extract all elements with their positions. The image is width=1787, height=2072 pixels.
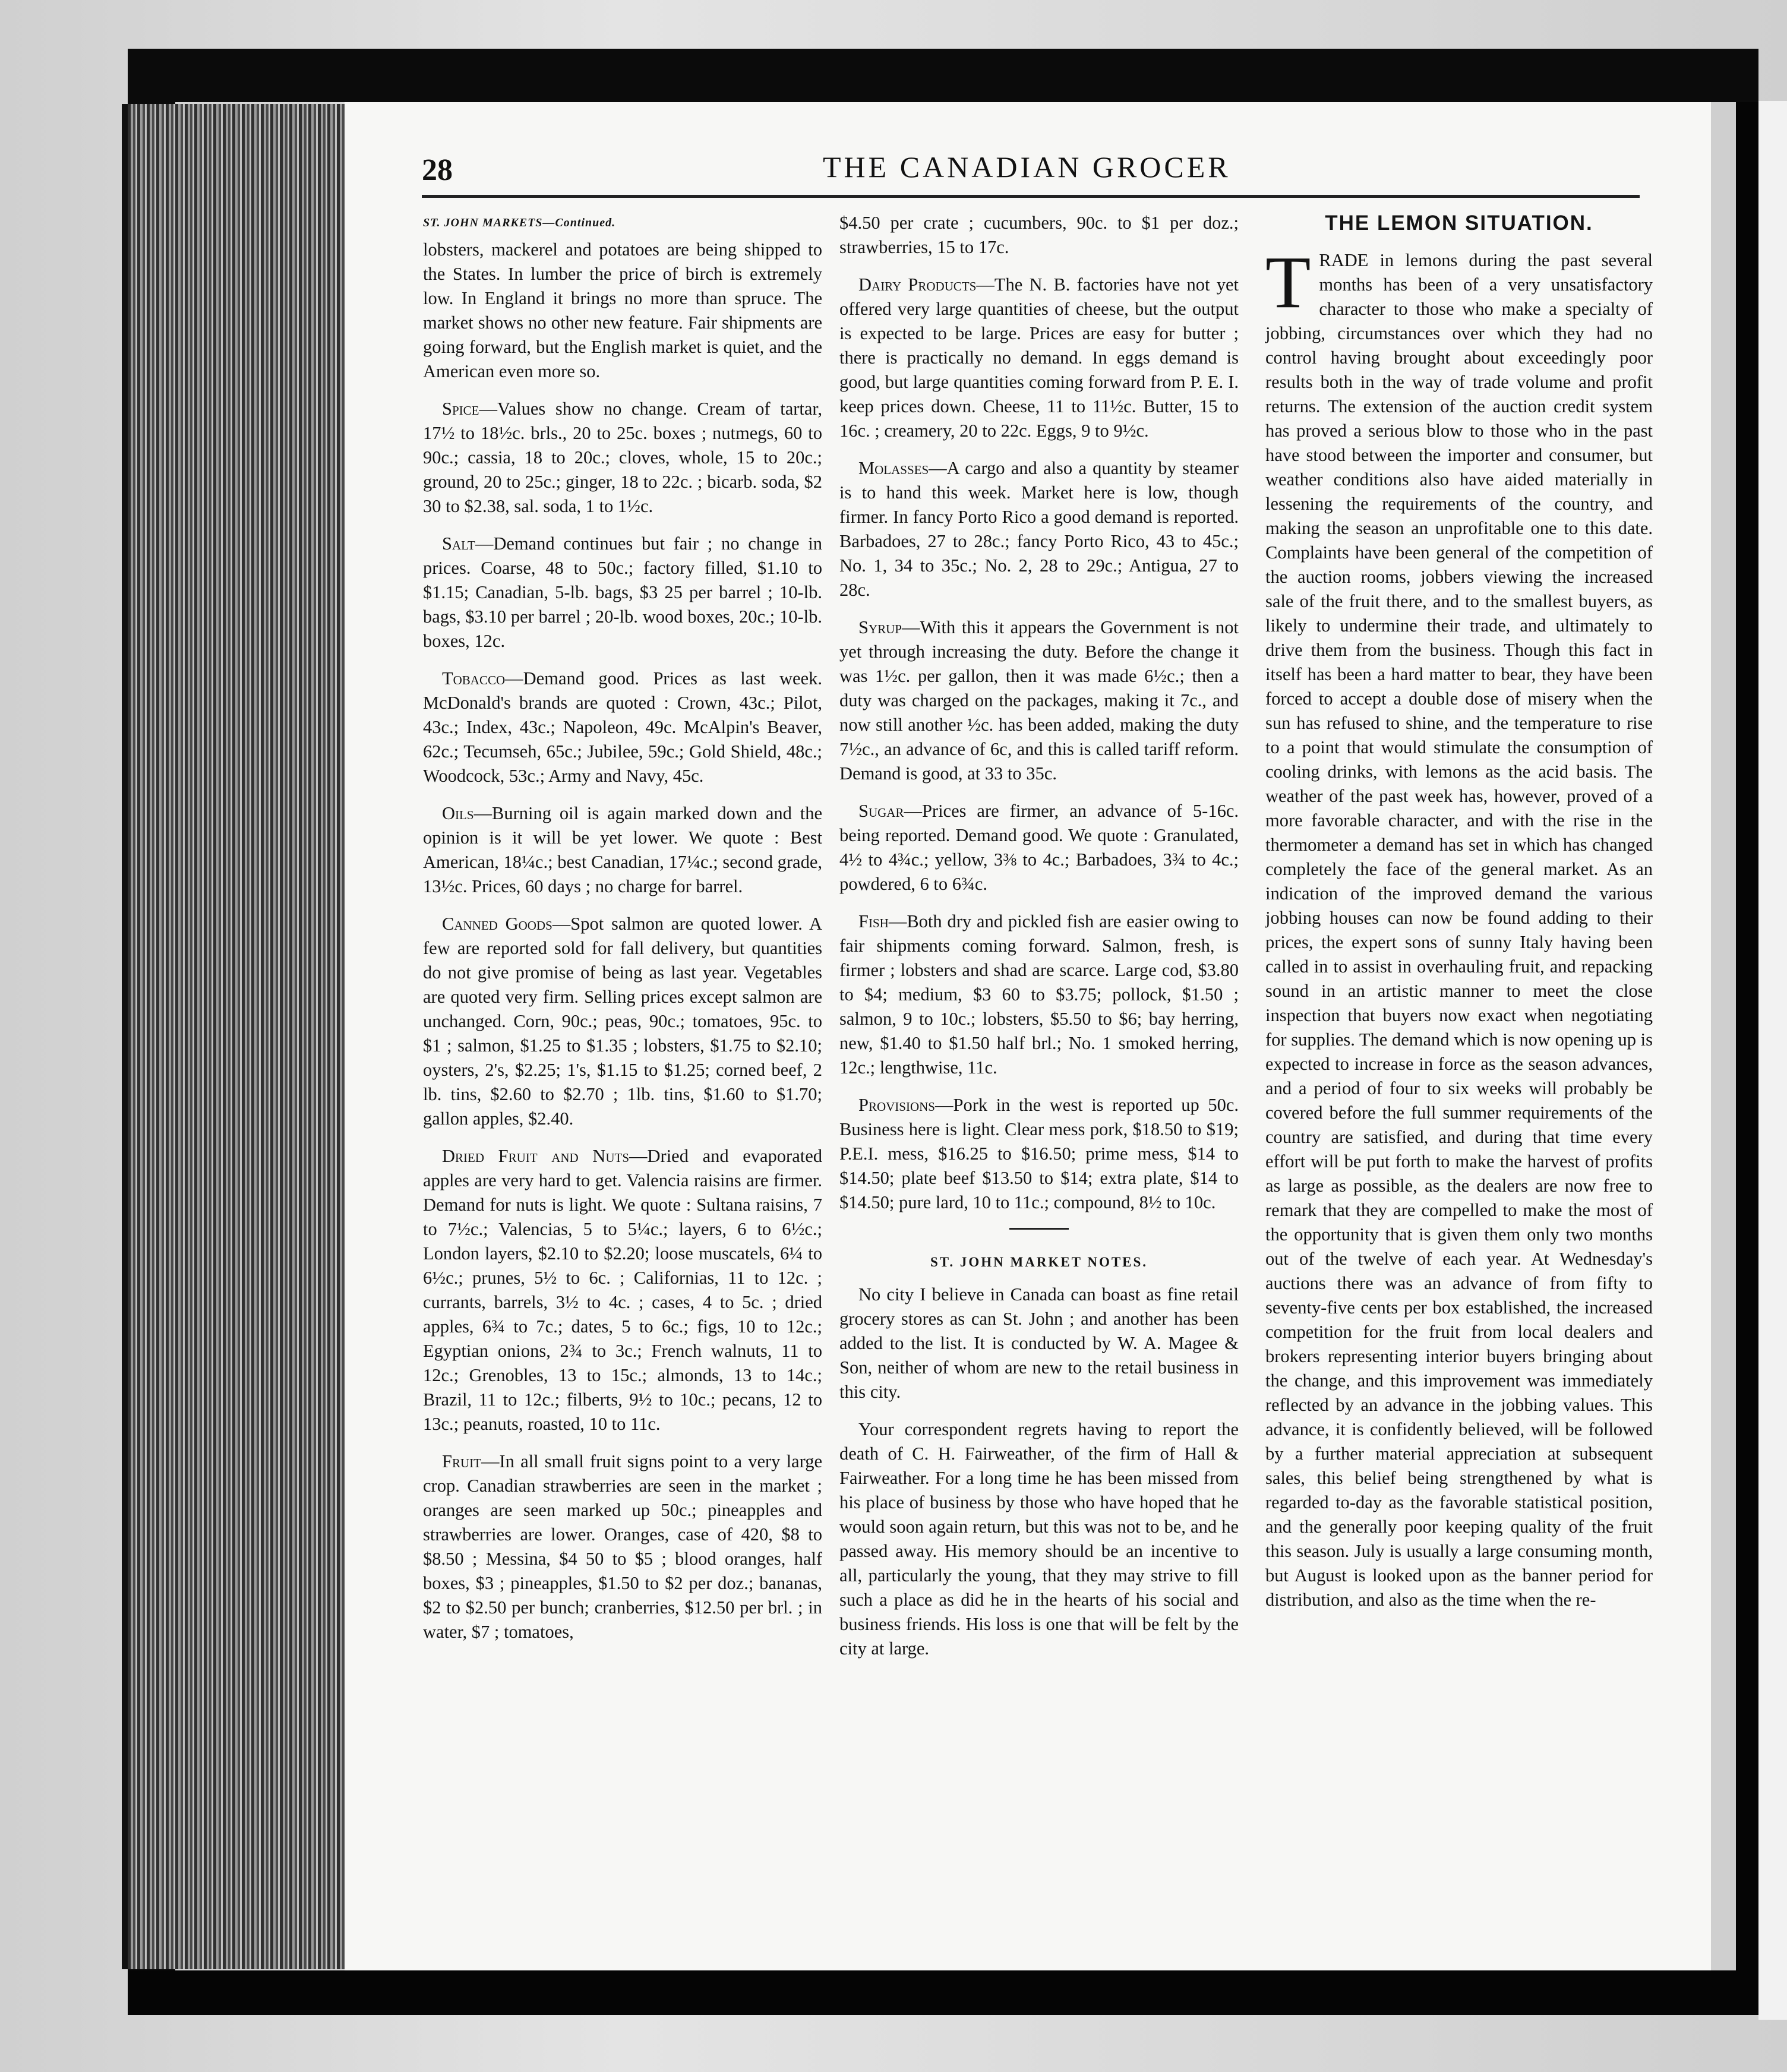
paragraph-body: —Pork in the west is reported up 50c. Business here is light. Clear mess pork, $18.50 to $19; P.E.I. mess, $16.25 to $16.50; prime mess, $14 to $14.50; plate beef $13.50 to $14; extra plate, $14 to $14.50; pure lard, 10 to 11c.; compound, 8½ to 10c. <box>839 1095 1239 1212</box>
paragraph-lead: Dried Fruit and Nuts <box>442 1146 630 1166</box>
note-paragraph: No city I believe in Canada can boast as fine retail grocery stores as can St. John ; and another has been added to the list. It is conducted by W. A. Magee & Son, neither of whom are new to the retail business in this city. <box>839 1284 1239 1402</box>
paragraph-lead: Sugar <box>858 801 904 821</box>
paragraph-body: —The N. B. factories have not yet offered very large quantities of cheese, but the output is expected to be large. Prices are easy for butter ; there is practically no demand. In eggs demand is good, but large quantities coming forward from P. E. I. keep prices down. Cheese, 11 to 11½c. Butter, 15 to 16c. ; creamery, 20 to 22c. Eggs, 9 to 9½c. <box>839 274 1239 441</box>
market-paragraph <box>839 909 1239 1080</box>
market-paragraph <box>423 912 822 1131</box>
header-rule <box>422 195 1640 198</box>
paragraph-lead: Canned Goods <box>442 914 552 934</box>
market-paragraph <box>423 532 822 653</box>
lemon-article-title: THE LEMON SITUATION. <box>1325 211 1593 235</box>
paragraph-body: —Values show no change. Cream of tartar, 17½ to 18½c. brls., 20 to 25c. boxes ; nutmegs, 60 to 90c.; cassia, 18 to 20c.; cloves, whole, 15 to 20c.; ground, 20 to 25c.; ginger, 18 to 22c. ; bicarb. soda, $2 30 to $2.38, sal. soda, 1 to 1½c. <box>423 399 822 516</box>
column-3 <box>1265 211 1653 1625</box>
column-2 <box>839 211 1239 1674</box>
market-paragraph <box>423 397 822 519</box>
paragraph-lead: Fish <box>858 911 889 931</box>
paragraph-lead: Dairy Products <box>858 274 977 295</box>
paragraph-body: —Spot salmon are quoted lower. A few are reported sold for fall delivery, but quantities do not give promise of being as last year. Vegetables are quoted very firm. Selling prices except salmon are unchanged. Corn, 90c.; peas, 90c.; tomatoes, 95c. to $1 ; salmon, $1.25 to $1.35 ; lobsters, $1.75 to $2.10; oysters, 2's, $2.25; 1's, $1.15 to $1.25; corned beef, 2 lb. tins, $2.60 to $2.70 ; 1lb. tins, $1.60 to $1.70; gallon apples, $2.40. <box>423 914 822 1129</box>
paragraph-lead: Spice <box>442 399 479 419</box>
book-page-edges <box>122 104 359 1969</box>
facing-page-edge <box>1758 101 1787 2020</box>
paragraph-body: —Both dry and pickled fish are easier owing to fair shipments coming forward. Salmon, fresh, is firmer ; lobsters and shad are scarce. Large cod, $3.80 to $4; medium, $3 60 to $3.75; pollock, $1.50 ; salmon, 9 to 10c.; lobsters, $5.50 to $6; bay herring, new, $1.40 to $1.50 half brl.; No. 1 smoked herring, 12c.; lengthwise, 11c. <box>839 911 1239 1078</box>
paragraph-lead: Molasses <box>858 458 929 478</box>
page-number: 28 <box>422 153 453 187</box>
book-frame-bottom <box>128 1970 1758 2015</box>
paragraph-lead: Oils <box>442 803 474 823</box>
paragraph-lead: Syrup <box>858 617 902 637</box>
section-divider <box>1009 1228 1069 1230</box>
paragraph-body: —A cargo and also a quantity by steamer is to hand this week. Market here is low, though firmer. In fancy Porto Rico a good demand is reported. Barbadoes, 27 to 28c.; fancy Porto Rico, 43 to 45c.; No. 1, 34 to 35c.; No. 2, 28 to 29c.; Antigua, 27 to 28c. <box>839 458 1239 600</box>
paragraph-body: —Demand good. Prices as last week. McDonald's brands are quoted : Crown, 43c.; Pilot, 43c.; Index, 43c.; Napoleon, 49c. McAlpin's Beaver, 62c.; Tecumseh, 65c.; Jubilee, 59c.; Gold Shield, 48c.; Woodcock, 53c.; Army and Navy, 45c. <box>423 668 822 786</box>
book-frame-top <box>128 49 1758 102</box>
market-paragraph <box>839 799 1239 896</box>
note-paragraph: Your correspondent regrets having to report the death of C. H. Fairweather, of the firm of Hall & Fairweather. For a long time he has been missed from his place of business by those who have hoped that he would soon again return, but this was not to be, and he passed away. His memory should be an incentive to all, particularly the young, that they may strive to fill such a place as did he in the hearts of his social and business friends. His loss is one that will be felt by the city at large. <box>839 1419 1239 1659</box>
column-1 <box>423 211 822 1657</box>
paragraph-body: —Dried and evaporated apples are very hard to get. Valencia raisins are firmer. Demand for nuts is light. We quote : Sultana raisins, 7 to 7½c.; Valencias, 5 to 5¼c.; layers, 6 to 6½c.; London layers, $2.10 to $2.20; loose muscatels, 6¼ to 6½c.; prunes, 5½ to 6c. ; Californias, 11 to 12c. ; currants, barrels, 3½ to 4c. ; cases, 4 to 5c. ; dried apples, 6¾ to 7c.; dates, 5 to 6c.; figs, 10 to 12c.; Egyptian onions, 2¾ to 3c.; French walnuts, 11 to 12c.; Grenobles, 13 to 15c.; almonds, 13 to 14c.; Brazil, 11 to 12c.; filberts, 9½ to 10c.; pecans, 12 to 13c.; peanuts, roasted, 10 to 11c. <box>423 1146 823 1434</box>
market-paragraph <box>423 1144 822 1436</box>
market-paragraph <box>839 273 1239 443</box>
lemon-article-body <box>1265 242 1653 1612</box>
book-frame-right <box>1736 102 1758 2015</box>
paragraph-body: —With this it appears the Government is not yet through increasing the duty. Before the change it was 1½c. per gallon, then it was made 6½c.; then a duty was charged on the packages, making it 7c., and now still another ½c. has been added, making the duty 7½c., an advance of 6c, and this is called tariff reform. Demand is good, at 33 to 35c. <box>839 617 1239 784</box>
column-1-paragraphs <box>423 397 822 1644</box>
column-2-intro: $4.50 per crate ; cucumbers, 90c. to $1 per doz.; strawberries, 15 to 17c. <box>839 213 1239 257</box>
column-2-paragraphs <box>839 273 1239 1215</box>
market-notes-heading: ST. JOHN MARKET NOTES. <box>930 1255 1148 1269</box>
market-paragraph <box>423 667 822 788</box>
running-head: THE CANADIAN GROCER <box>823 150 1231 184</box>
market-paragraph <box>839 615 1239 786</box>
paragraph-lead: Salt <box>442 533 475 554</box>
page-spine-shadow <box>1711 102 1736 1970</box>
market-paragraph <box>423 1449 822 1644</box>
paragraph-lead: Provisions <box>858 1095 935 1115</box>
continued-heading: ST. JOHN MARKETS—Continued. <box>423 216 616 229</box>
paragraph-body: —In all small fruit signs point to a very large crop. Canadian strawberries are seen in the market ; oranges are seen marked up 50c.; pineapples and strawberries are lower. Oranges, case of 420, $8 to $8.50 ; Messina, $4 50 to $5 ; blood oranges, half boxes, $3 ; pineapples, $1.50 to $2 per doz.; bananas, $2 to $2.50 per bunch; cranberries, $12.50 per brl. ; in water, $7 ; tomatoes, <box>423 1451 822 1642</box>
paragraph-body: —Burning oil is again marked down and the opinion is it will be yet lower. We quote : Best American, 18¼c.; best Canadian, 17¼c.; second grade, 13½c. Prices, 60 days ; no charge for barrel. <box>423 803 822 896</box>
paragraph-lead: Tobacco <box>442 668 506 688</box>
paragraph-body: —Demand continues but fair ; no change in prices. Coarse, 48 to 50c.; factory filled, $1.10 to $1.15; Canadian, 5-lb. bags, $3 25 per barrel ; 10-lb. bags, $3.10 per barrel ; 20-lb. wood boxes, 20c.; 10-lb. boxes, 12c. <box>423 533 822 651</box>
lemon-article-text: RADE in lemons during the past several months has been of a very unsatisfactory character to those who make a specialty of jobbing, circumstances over which they had no control having brought about exceedingly poor results both in the way of trade volume and profit returns. The extension of the auction credit system has proved a serious blow to those who in the past have stood between the importer and consumer, but weather conditions also have aided materially in lessening the requirements of the country, and making the season an unprofitable one to this date. Complaints have been general of the competition of the auction rooms, jobbers viewing the increased sale of the fruit there, and to the smallest buyers, as likely to undermine their trade, and ultimately to drive them from the business. Though this fact in itself has been a hard matter to bear, they have been forced to accept a double dose of misery when the sun has refused to shine, and the temperature to rise to a point that would stimulate the consumption of cooling drinks, with lemons as the acid basis. The weather of the past week has, however, proved of a more favorable character, and with the rise in the thermometer a demand has set in which has changed completely the face of the general market. As an indication of the improved demand the various jobbing houses can now be found adding to their prices, the expert sons of sunny Italy having been called in to assist in overhauling fruit, and repacking sound in an artistic manner to meet the close inspection that buyers now exact when negotiating for supplies. The demand which is now opening up is expected to increase in force as the season advances, and a period of four to six weeks will probably be covered before the full summer requirements of the country are satisfied, and during that time every effort will be put forth to make the harvest of profits as large as possible, as the dealers are now free to remark that they are compelled to make the most of the opportunity that is given them only two months out of the twelve of each year. At Wednesday's auctions there was an advance of from fifty to seventy-five cents per box established, the increased competition for the fruit from local dealers and brokers representing interior buyers bringing about the change, and this improvement was immediately reflected by an advance in the jobbing values. This advance, it is confidently believed, will be followed by a further material appreciation at subsequent sales, this belief being strengthened by what is regarded to-day as the favorable statistical position, and the generally poor keeping quality of the fruit this season. July is usually a large consuming month, but August is looked upon as the banner period for distribution, and also as the time when the re- <box>1265 250 1653 1610</box>
market-paragraph <box>839 1093 1239 1215</box>
column-1-intro: lobsters, mackerel and potatoes are being shipped to the States. In lumber the price of birch is extremely low. In England it brings no more than spruce. The market shows no other new feature. Fair shipments are going forward, but the English market is quiet, and the American even more so. <box>423 239 822 381</box>
drop-cap-letter: T <box>1265 242 1311 324</box>
market-paragraph <box>423 801 822 899</box>
paragraph-body: —Prices are firmer, an advance of 5-16c. being reported. Demand good. We quote : Granulated, 4½ to 4¾c.; yellow, 3⅜ to 4c.; Barbadoes, 3¾ to 4c.; powdered, 6 to 6¾c. <box>839 801 1239 894</box>
market-notes <box>839 1283 1239 1661</box>
market-paragraph <box>839 456 1239 602</box>
paragraph-lead: Fruit <box>442 1451 481 1471</box>
